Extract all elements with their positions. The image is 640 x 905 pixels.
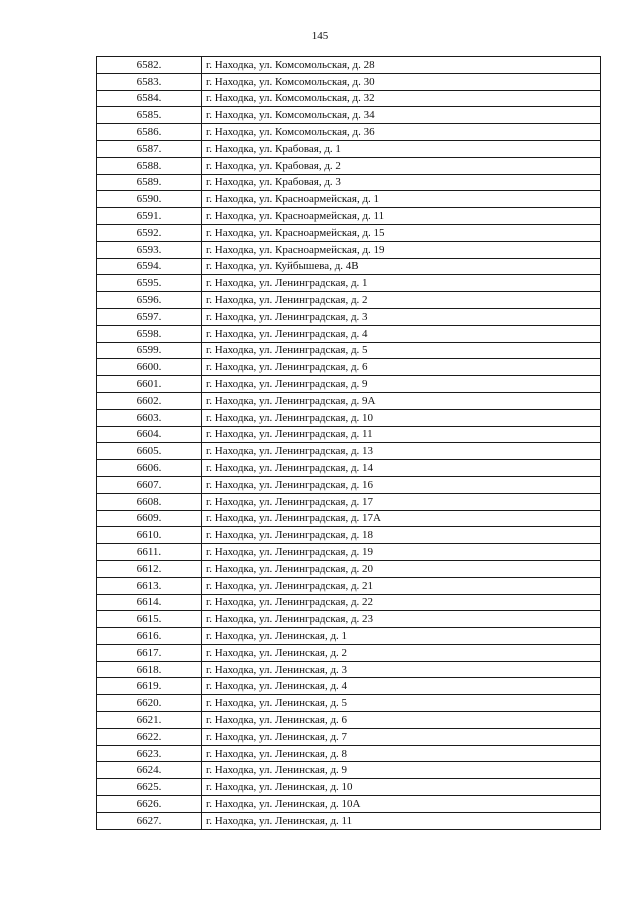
row-number: 6618. xyxy=(97,661,202,678)
table-row xyxy=(97,728,601,745)
row-address: г. Находка, ул. Ленинградская, д. 16 xyxy=(202,476,601,493)
row-number: 6621. xyxy=(97,712,202,729)
row-number: 6608. xyxy=(97,493,202,510)
row-address: г. Находка, ул. Ленинградская, д. 17А xyxy=(202,510,601,527)
table-row xyxy=(97,57,601,74)
row-number: 6623. xyxy=(97,745,202,762)
table-row xyxy=(97,644,601,661)
row-number: 6597. xyxy=(97,308,202,325)
table-row xyxy=(97,577,601,594)
row-address: г. Находка, ул. Ленинградская, д. 21 xyxy=(202,577,601,594)
table-row xyxy=(97,678,601,695)
table-row xyxy=(97,140,601,157)
row-address: г. Находка, ул. Красноармейская, д. 19 xyxy=(202,241,601,258)
table-row xyxy=(97,460,601,477)
row-address: г. Находка, ул. Крабовая, д. 1 xyxy=(202,140,601,157)
table-row xyxy=(97,292,601,309)
row-address: г. Находка, ул. Ленинградская, д. 1 xyxy=(202,275,601,292)
table-row xyxy=(97,812,601,829)
row-address: г. Находка, ул. Ленинградская, д. 9 xyxy=(202,376,601,393)
row-number: 6590. xyxy=(97,191,202,208)
table-row xyxy=(97,174,601,191)
row-number: 6606. xyxy=(97,460,202,477)
row-number: 6600. xyxy=(97,359,202,376)
row-address: г. Находка, ул. Комсомольская, д. 36 xyxy=(202,124,601,141)
table-row xyxy=(97,594,601,611)
row-address: г. Находка, ул. Ленинградская, д. 20 xyxy=(202,560,601,577)
table-row xyxy=(97,628,601,645)
table-row xyxy=(97,745,601,762)
row-address: г. Находка, ул. Ленинградская, д. 19 xyxy=(202,544,601,561)
table-row xyxy=(97,73,601,90)
table-row xyxy=(97,527,601,544)
table-row xyxy=(97,191,601,208)
row-number: 6624. xyxy=(97,762,202,779)
row-number: 6587. xyxy=(97,140,202,157)
row-number: 6595. xyxy=(97,275,202,292)
row-address: г. Находка, ул. Ленинградская, д. 4 xyxy=(202,325,601,342)
row-address: г. Находка, ул. Ленинградская, д. 3 xyxy=(202,308,601,325)
row-address: г. Находка, ул. Ленинская, д. 11 xyxy=(202,812,601,829)
row-number: 6586. xyxy=(97,124,202,141)
row-address: г. Находка, ул. Ленинградская, д. 23 xyxy=(202,611,601,628)
address-table-body xyxy=(97,57,601,830)
table-row xyxy=(97,476,601,493)
row-address: г. Находка, ул. Ленинская, д. 8 xyxy=(202,745,601,762)
row-address: г. Находка, ул. Куйбышева, д. 4В xyxy=(202,258,601,275)
row-address: г. Находка, ул. Красноармейская, д. 11 xyxy=(202,208,601,225)
table-row xyxy=(97,762,601,779)
row-address: г. Находка, ул. Ленинская, д. 10 xyxy=(202,779,601,796)
row-number: 6612. xyxy=(97,560,202,577)
table-row xyxy=(97,359,601,376)
address-table xyxy=(96,56,601,830)
row-number: 6626. xyxy=(97,796,202,813)
row-address: г. Находка, ул. Ленинградская, д. 10 xyxy=(202,409,601,426)
row-number: 6622. xyxy=(97,728,202,745)
page-number: 145 xyxy=(311,30,329,42)
row-number: 6625. xyxy=(97,779,202,796)
row-number: 6615. xyxy=(97,611,202,628)
row-number: 6583. xyxy=(97,73,202,90)
table-row xyxy=(97,342,601,359)
row-number: 6589. xyxy=(97,174,202,191)
row-address: г. Находка, ул. Ленинская, д. 9 xyxy=(202,762,601,779)
table-row xyxy=(97,224,601,241)
row-number: 6585. xyxy=(97,107,202,124)
table-row xyxy=(97,560,601,577)
row-number: 6604. xyxy=(97,426,202,443)
row-address: г. Находка, ул. Крабовая, д. 2 xyxy=(202,157,601,174)
table-row xyxy=(97,712,601,729)
row-number: 6614. xyxy=(97,594,202,611)
table-row xyxy=(97,308,601,325)
row-number: 6613. xyxy=(97,577,202,594)
table-row xyxy=(97,107,601,124)
row-number: 6602. xyxy=(97,392,202,409)
row-number: 6584. xyxy=(97,90,202,107)
row-address: г. Находка, ул. Ленинградская, д. 18 xyxy=(202,527,601,544)
row-number: 6627. xyxy=(97,812,202,829)
row-number: 6616. xyxy=(97,628,202,645)
row-address: г. Находка, ул. Комсомольская, д. 30 xyxy=(202,73,601,90)
table-row xyxy=(97,695,601,712)
row-number: 6620. xyxy=(97,695,202,712)
row-number: 6596. xyxy=(97,292,202,309)
table-row xyxy=(97,661,601,678)
table-row xyxy=(97,510,601,527)
table-row xyxy=(97,241,601,258)
row-number: 6607. xyxy=(97,476,202,493)
row-number: 6582. xyxy=(97,57,202,74)
row-number: 6592. xyxy=(97,224,202,241)
row-address: г. Находка, ул. Ленинградская, д. 17 xyxy=(202,493,601,510)
row-number: 6617. xyxy=(97,644,202,661)
row-number: 6605. xyxy=(97,443,202,460)
row-address: г. Находка, ул. Ленинская, д. 5 xyxy=(202,695,601,712)
table-row xyxy=(97,124,601,141)
row-address: г. Находка, ул. Ленинградская, д. 13 xyxy=(202,443,601,460)
row-number: 6588. xyxy=(97,157,202,174)
table-row xyxy=(97,443,601,460)
row-address: г. Находка, ул. Ленинская, д. 10А xyxy=(202,796,601,813)
table-row xyxy=(97,208,601,225)
row-address: г. Находка, ул. Ленинская, д. 1 xyxy=(202,628,601,645)
table-row xyxy=(97,544,601,561)
row-number: 6598. xyxy=(97,325,202,342)
row-address: г. Находка, ул. Комсомольская, д. 34 xyxy=(202,107,601,124)
table-row xyxy=(97,392,601,409)
row-address: г. Находка, ул. Ленинградская, д. 22 xyxy=(202,594,601,611)
row-address: г. Находка, ул. Ленинская, д. 6 xyxy=(202,712,601,729)
table-row xyxy=(97,426,601,443)
table-row xyxy=(97,493,601,510)
row-number: 6591. xyxy=(97,208,202,225)
row-address: г. Находка, ул. Крабовая, д. 3 xyxy=(202,174,601,191)
row-address: г. Находка, ул. Ленинская, д. 2 xyxy=(202,644,601,661)
table-row xyxy=(97,275,601,292)
table-row xyxy=(97,796,601,813)
row-address: г. Находка, ул. Ленинградская, д. 9А xyxy=(202,392,601,409)
table-row xyxy=(97,325,601,342)
row-address: г. Находка, ул. Комсомольская, д. 32 xyxy=(202,90,601,107)
row-number: 6601. xyxy=(97,376,202,393)
row-address: г. Находка, ул. Комсомольская, д. 28 xyxy=(202,57,601,74)
table-row xyxy=(97,376,601,393)
table-row xyxy=(97,611,601,628)
table-row xyxy=(97,779,601,796)
row-number: 6599. xyxy=(97,342,202,359)
row-address: г. Находка, ул. Красноармейская, д. 1 xyxy=(202,191,601,208)
row-number: 6609. xyxy=(97,510,202,527)
row-address: г. Находка, ул. Ленинградская, д. 5 xyxy=(202,342,601,359)
row-address: г. Находка, ул. Ленинградская, д. 6 xyxy=(202,359,601,376)
row-address: г. Находка, ул. Ленинская, д. 3 xyxy=(202,661,601,678)
row-number: 6611. xyxy=(97,544,202,561)
row-number: 6610. xyxy=(97,527,202,544)
table-row xyxy=(97,258,601,275)
row-number: 6619. xyxy=(97,678,202,695)
row-number: 6603. xyxy=(97,409,202,426)
row-number: 6594. xyxy=(97,258,202,275)
row-address: г. Находка, ул. Ленинская, д. 4 xyxy=(202,678,601,695)
row-address: г. Находка, ул. Ленинградская, д. 2 xyxy=(202,292,601,309)
row-address: г. Находка, ул. Ленинская, д. 7 xyxy=(202,728,601,745)
table-row xyxy=(97,409,601,426)
row-address: г. Находка, ул. Ленинградская, д. 11 xyxy=(202,426,601,443)
table-row xyxy=(97,157,601,174)
row-address: г. Находка, ул. Красноармейская, д. 15 xyxy=(202,224,601,241)
table-row xyxy=(97,90,601,107)
row-number: 6593. xyxy=(97,241,202,258)
row-address: г. Находка, ул. Ленинградская, д. 14 xyxy=(202,460,601,477)
